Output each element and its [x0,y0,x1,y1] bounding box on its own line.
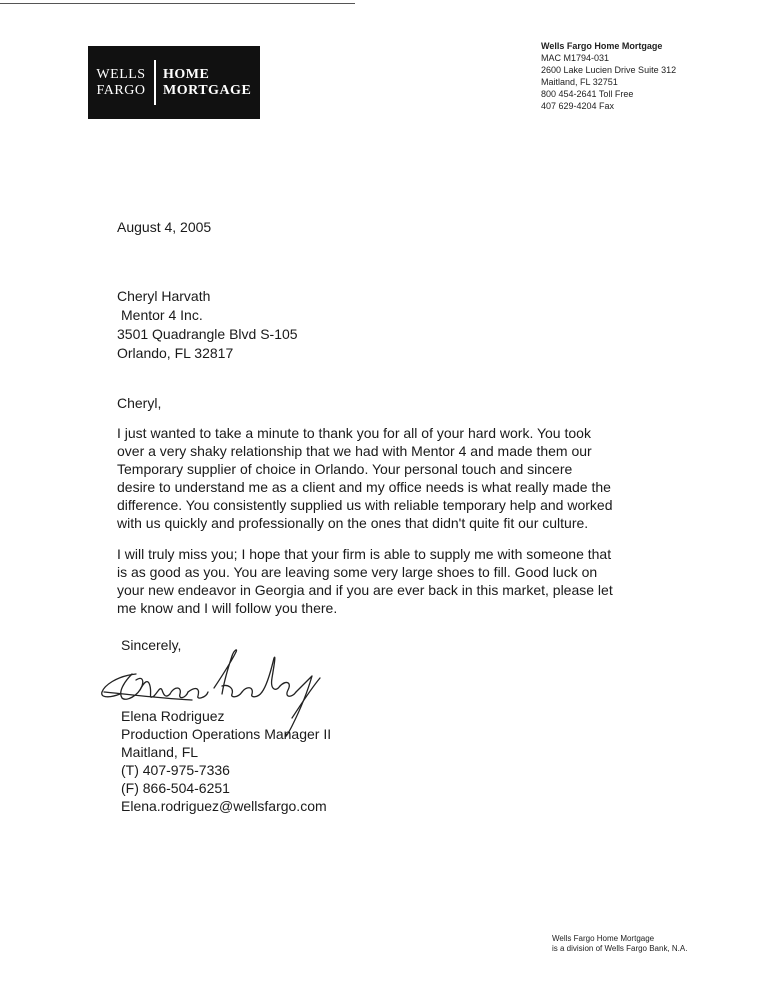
closing: Sincerely, [121,637,182,653]
paragraph-line: desire to understand me as a client and my office needs is what really made the [117,479,611,495]
sender-email: Elena.rodriguez@wellsfargo.com [121,798,327,814]
letterhead-phone: 800 454-2641 Toll Free [541,89,634,99]
paragraph-line: your new endeavor in Georgia and if you are ever back in this market, please let [117,582,613,598]
footer-line2: is a division of Wells Fargo Bank, N.A. [552,944,688,953]
paragraph-line: over a very shaky relationship that we had with Mentor 4 and made them our [117,443,592,459]
logo-left-line2: FARGO [96,82,146,98]
letterhead-street: 2600 Lake Lucien Drive Suite 312 [541,65,677,75]
paragraph-line: me know and I will follow you there. [117,600,338,616]
logo-divider [154,60,156,105]
letter-date: August 4, 2005 [117,219,212,235]
salutation: Cheryl, [117,395,162,411]
footer-line1: Wells Fargo Home Mortgage [552,934,655,943]
logo-left-line1: WELLS [96,66,146,82]
body-paragraph-2 [117,545,613,617]
recipient-street: 3501 Quadrangle Blvd S-105 [117,326,298,342]
wells-fargo-home-mortgage-logo [88,46,260,119]
recipient-address [117,287,298,363]
top-rule [0,3,355,4]
sender-name: Elena Rodriguez [121,708,225,724]
footer-note [552,934,687,954]
body-paragraph-1 [117,424,612,532]
sender-block [121,707,331,815]
logo-home-mortgage [163,46,258,119]
letterhead-mac: MAC M1794-031 [541,53,610,63]
sender-title: Production Operations Manager II [121,726,332,742]
letterhead-fax: 407 629-4204 Fax [541,101,615,111]
paragraph-line: with us quickly and professionally on the ones that didn't quite fit our culture. [117,515,589,531]
logo-wells-fargo [88,46,154,119]
sender-location: Maitland, FL [121,744,199,760]
logo-right-line1: HOME [163,66,210,82]
recipient-company: Mentor 4 Inc. [121,307,203,323]
letterhead-address [541,40,676,112]
paragraph-line: Temporary supplier of choice in Orlando. Your personal touch and sincere [117,461,573,477]
sender-fax: (F) 866-504-6251 [121,780,230,796]
logo-right-line2: MORTGAGE [163,82,252,98]
sender-phone: (T) 407-975-7336 [121,762,230,778]
recipient-name: Cheryl Harvath [117,288,211,304]
letterhead-city: Maitland, FL 32751 [541,77,618,87]
paragraph-line: I just wanted to take a minute to thank you for all of your hard work. You took [117,425,591,441]
recipient-city: Orlando, FL 32817 [117,345,234,361]
paragraph-line: difference. You consistently supplied us with reliable temporary help and worked [117,497,613,513]
paragraph-line: I will truly miss you; I hope that your firm is able to supply me with someone that [117,546,612,562]
letterhead-company: Wells Fargo Home Mortgage [541,41,663,51]
paragraph-line: is as good as you. You are leaving some very large shoes to fill. Good luck on [117,564,598,580]
